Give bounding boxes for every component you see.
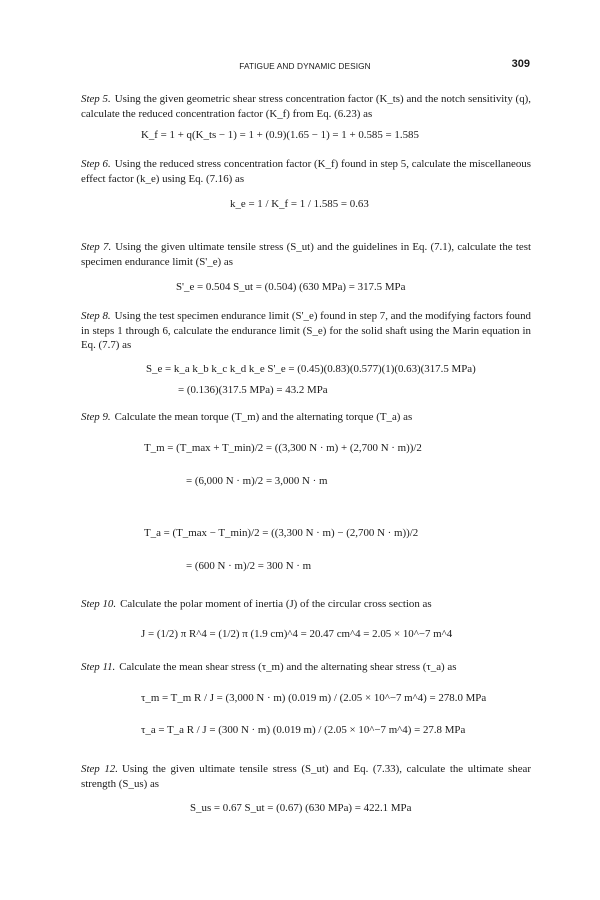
step-6-paragraph <box>81 157 531 186</box>
step-5-label: Step 5. <box>81 93 111 105</box>
equation-tau-m: τ_m = T_m R / J = (3,000 N · m) (0.019 m) / (2.05 × 10^−7 m^4) = 278.0 MPa <box>141 692 487 704</box>
equation-ke: k_e = 1 / K_f = 1 / 1.585 = 0.63 <box>230 198 369 210</box>
step-12-paragraph <box>81 762 531 791</box>
step-10-label: Step 10. <box>81 598 117 610</box>
step-8-paragraph <box>81 309 531 353</box>
step-8-label: Step 8. <box>81 310 111 322</box>
equation-se-line2: = (0.136)(317.5 MPa) = 43.2 MPa <box>178 384 328 396</box>
equation-ta-line2: = (600 N · m)/2 = 300 N · m <box>186 560 312 572</box>
step-9-label: Step 9. <box>81 411 111 423</box>
step-9-text: Calculate the mean torque (T_m) and the alternating torque (T_a) as <box>114 411 413 423</box>
equation-polar-moment: J = (1/2) π R^4 = (1/2) π (1.9 cm)^4 = 20.47 cm^4 = 2.05 × 10^−7 m^4 <box>141 628 453 640</box>
step-11-paragraph <box>81 660 531 675</box>
step-12-label: Step 12. <box>81 763 118 775</box>
step-11-label: Step 11. <box>81 661 116 673</box>
step-5-text: Using the given geometric shear stress concentration factor (K_ts) and the notch sensitivity (q), calculate the reduced concentration factor (K_f) from Eq. (6.23) as <box>81 93 531 120</box>
equation-tau-a: τ_a = T_a R / J = (300 N · m) (0.019 m) / (2.05 × 10^−7 m^4) = 27.8 MPa <box>141 724 466 736</box>
step-9-paragraph <box>81 410 531 425</box>
step-11-text: Calculate the mean shear stress (τ_m) and the alternating shear stress (τ_a) as <box>119 661 457 673</box>
chapter-title: FATIGUE AND DYNAMIC DESIGN <box>239 61 371 71</box>
equation-kf: K_f = 1 + q(K_ts − 1) = 1 + (0.9)(1.65 − 1) = 1 + 0.585 = 1.585 <box>141 129 419 141</box>
step-12-text: Using the given ultimate tensile stress (S_ut) and Eq. (7.33), calculate the ultimate shear strength (S_us) as <box>81 763 531 790</box>
equation-tm-line2: = (6,000 N · m)/2 = 3,000 N · m <box>186 475 328 487</box>
step-6-text: Using the reduced stress concentration factor (K_f) found in step 5, calculate the miscellaneous effect factor (k_e) using Eq. (7.16) as <box>81 158 531 185</box>
step-5-paragraph <box>81 92 531 121</box>
step-7-text: Using the given ultimate tensile stress (S_ut) and the guidelines in Eq. (7.1), calculate the test specimen endurance limit (S'_e) as <box>81 241 531 268</box>
equation-ta-line1: T_a = (T_max − T_min)/2 = ((3,300 N · m) − (2,700 N · m))/2 <box>144 527 419 539</box>
page-number: 309 <box>511 58 530 70</box>
step-10-paragraph <box>81 597 531 612</box>
step-8-text: Using the test specimen endurance limit (S'_e) found in step 7, and the modifying factors found in steps 1 through 6, calculate the endurance limit (S_e) for the solid shaft using the Marin equation in Eq. (7.7) as <box>81 310 531 352</box>
step-7-paragraph <box>81 240 531 269</box>
step-6-label: Step 6. <box>81 158 111 170</box>
step-7-label: Step 7. <box>81 241 112 253</box>
equation-tm-line1: T_m = (T_max + T_min)/2 = ((3,300 N · m) + (2,700 N · m))/2 <box>144 442 422 454</box>
equation-se-line1: S_e = k_a k_b k_c k_d k_e S'_e = (0.45)(0.83)(0.577)(1)(0.63)(317.5 MPa) <box>146 363 476 375</box>
step-10-text: Calculate the polar moment of inertia (J) of the circular cross section as <box>120 598 432 610</box>
equation-se-prime: S'_e = 0.504 S_ut = (0.504) (630 MPa) = 317.5 MPa <box>176 281 406 293</box>
equation-sus: S_us = 0.67 S_ut = (0.67) (630 MPa) = 422.1 MPa <box>190 802 412 814</box>
running-header <box>80 58 530 74</box>
